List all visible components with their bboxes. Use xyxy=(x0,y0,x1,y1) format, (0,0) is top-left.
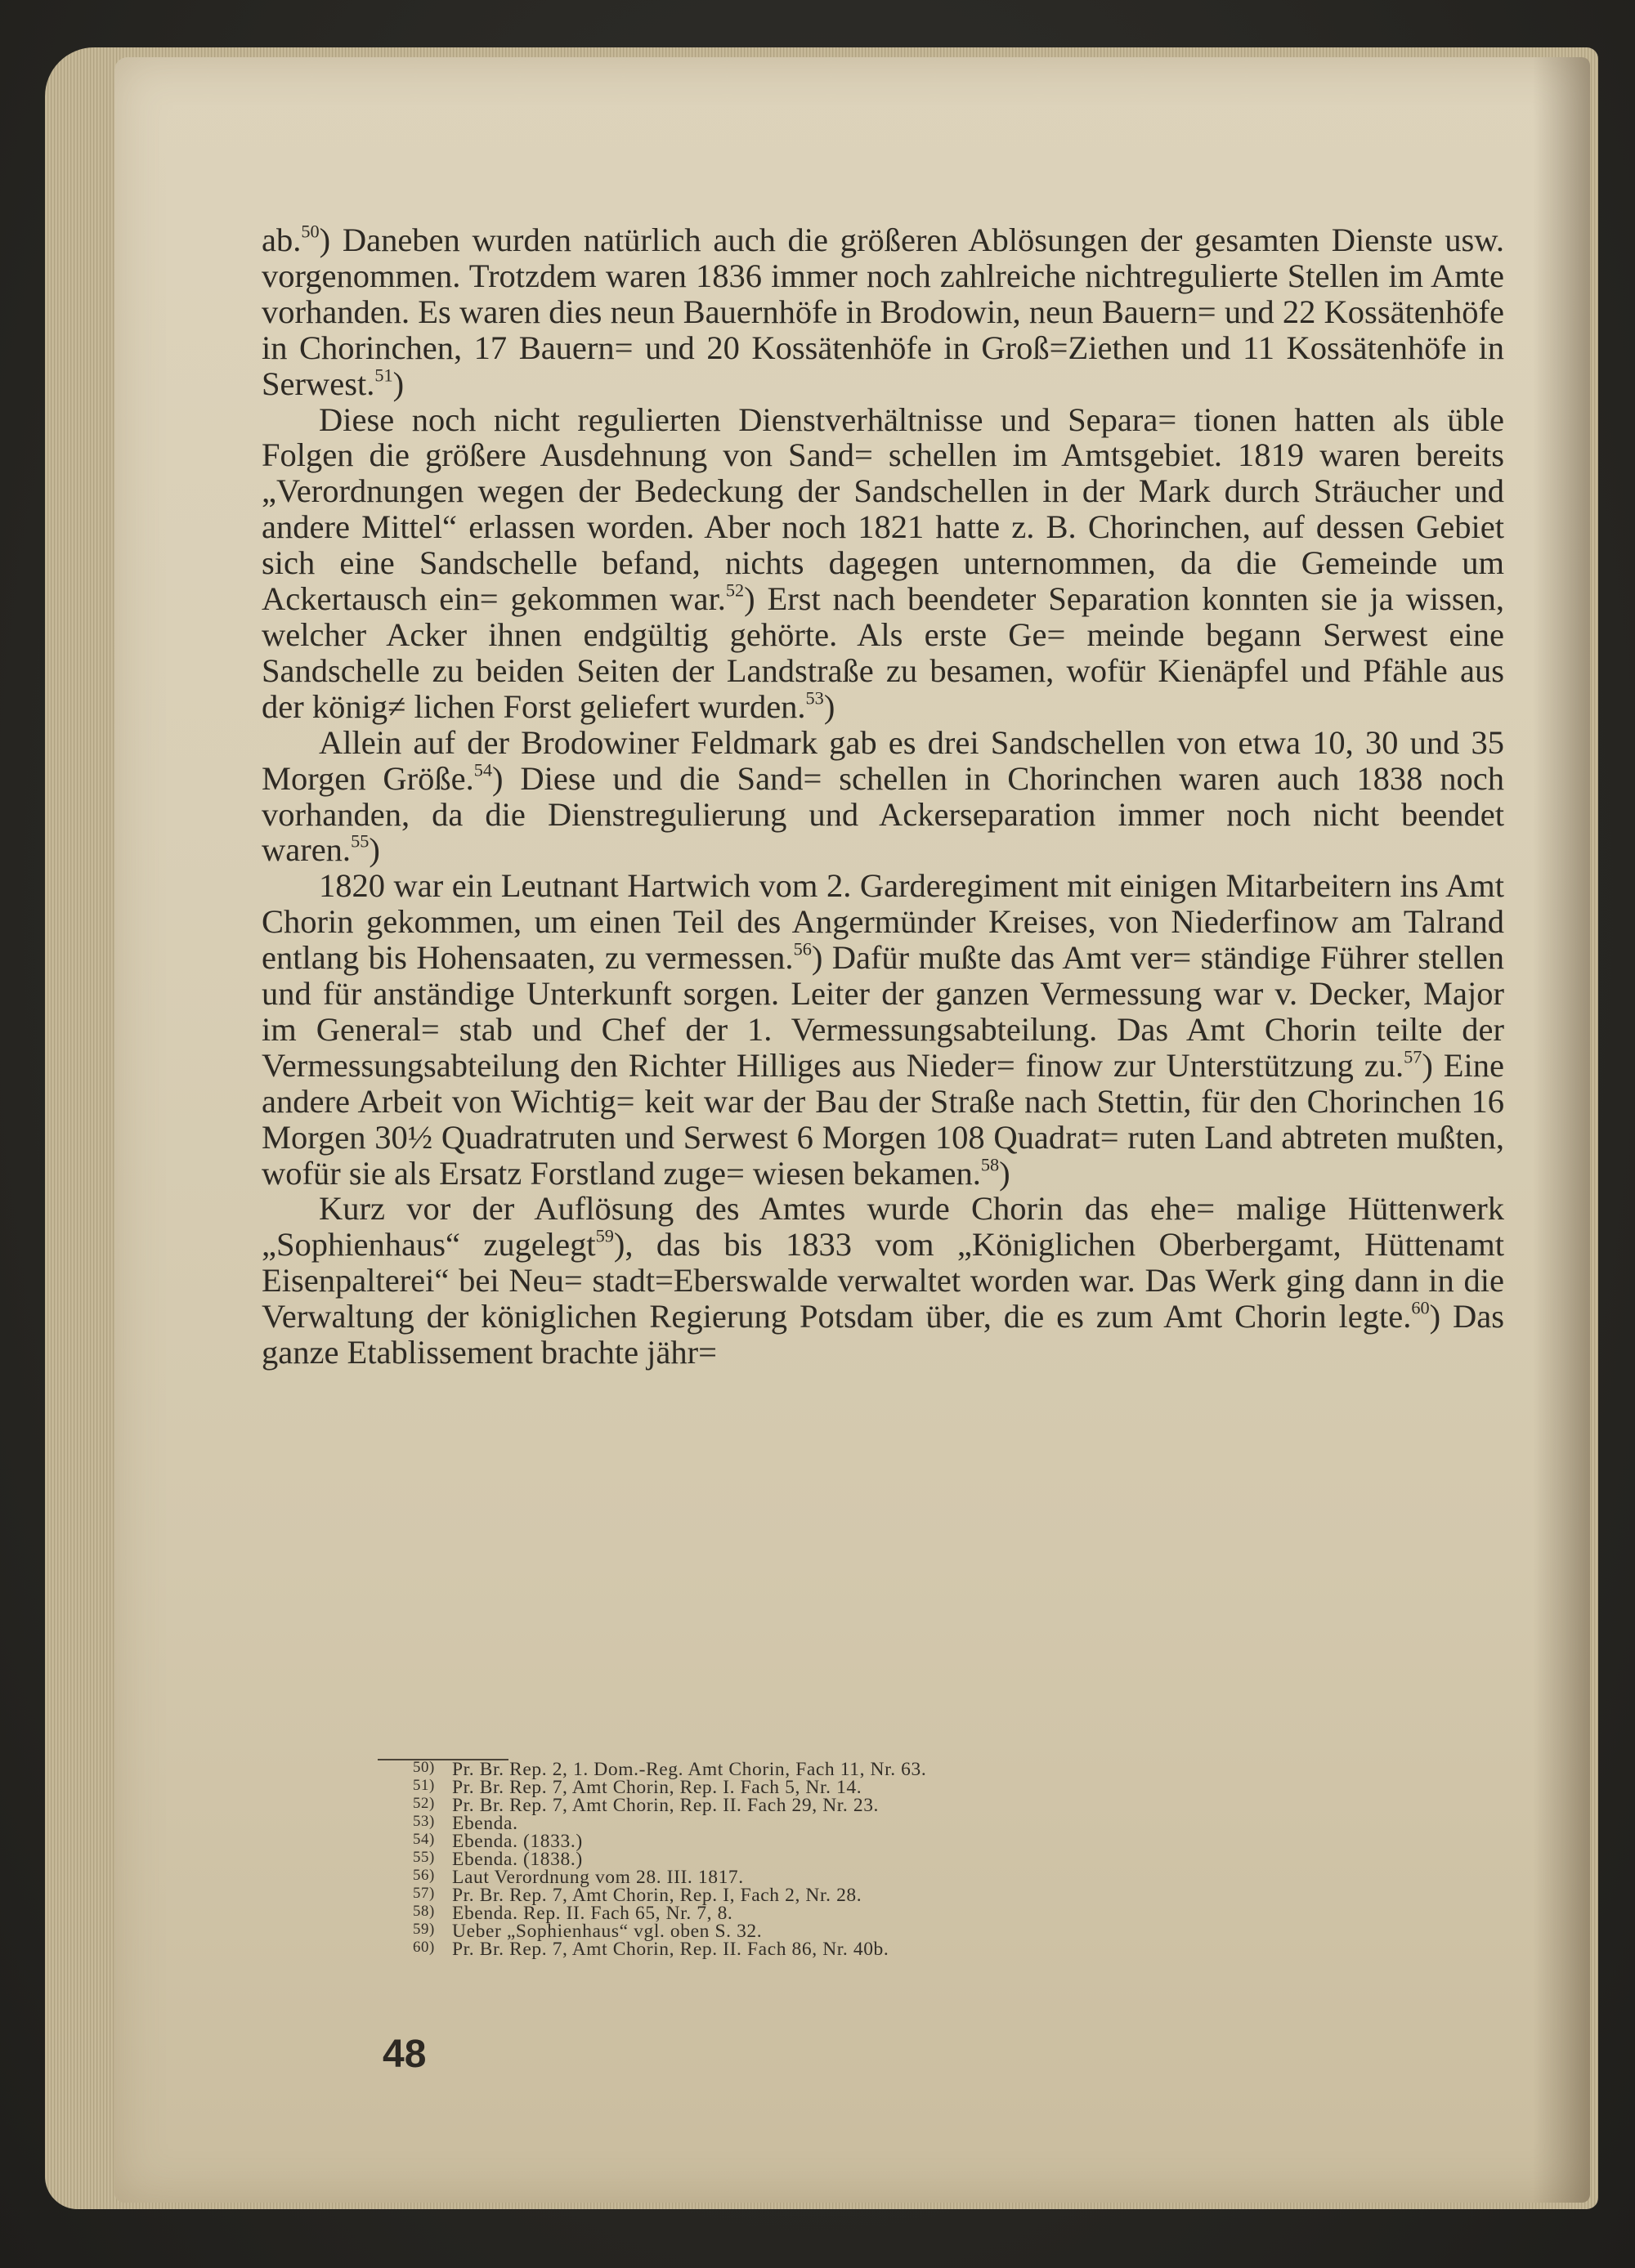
paragraph xyxy=(262,222,1504,402)
footnote-number: 51) xyxy=(413,1777,435,1795)
paragraph xyxy=(262,725,1504,869)
footnote-reference: 60 xyxy=(1411,1297,1430,1318)
footnote-reference: 55 xyxy=(351,830,370,852)
footnote-text: Pr. Br. Rep. 7, Amt Chorin, Rep. II. Fach 29, Nr. 23. xyxy=(452,1794,880,1816)
paragraph-text: ) xyxy=(369,831,380,869)
footnote-reference: 59 xyxy=(595,1225,614,1246)
footnote-reference: 57 xyxy=(1404,1046,1422,1067)
footnote-reference: 54 xyxy=(473,758,492,780)
footnote-number: 53) xyxy=(413,1813,435,1831)
footnote-reference: 51 xyxy=(374,364,393,385)
footnote-reference: 58 xyxy=(980,1153,1000,1174)
body-text xyxy=(262,222,1504,1371)
footnote xyxy=(413,1885,1394,1907)
footnote-number: 57) xyxy=(413,1885,435,1903)
paragraph xyxy=(262,402,1504,725)
footnote-number: 60) xyxy=(413,1939,435,1957)
footnote-text: Ebenda. Rep. II. Fach 65, Nr. 7, 8. xyxy=(452,1903,733,1925)
footnote-number: 58) xyxy=(413,1903,435,1921)
paragraph-text: ab. xyxy=(262,221,302,258)
footnotes xyxy=(413,1758,1394,1961)
footnote-text: Pr. Br. Rep. 2, 1. Dom.-Reg. Amt Chorin, Fach 11, Nr. 63. xyxy=(452,1758,927,1780)
footnote xyxy=(413,1778,1394,1796)
footnote xyxy=(413,1760,1394,1778)
footnote-number: 52) xyxy=(413,1795,435,1813)
footnote-text: Pr. Br. Rep. 7, Amt Chorin, Rep. I. Fach 5, Nr. 14. xyxy=(452,1776,862,1798)
footnote-number: 59) xyxy=(413,1921,435,1939)
footnote-text: Ebenda. xyxy=(452,1812,518,1834)
footnote-text: Ueber „Sophienhaus“ vgl. oben S. 32. xyxy=(452,1921,763,1943)
footnote-number: 55) xyxy=(413,1849,435,1867)
footnote xyxy=(413,1939,1394,1961)
paragraph-text: ) Das ganze Etablissement brachte jähr= xyxy=(262,1298,1504,1371)
footnote-number: 54) xyxy=(413,1831,435,1849)
paragraph-text: ) Diese und die Sand= schellen in Chorinchen waren auch 1838 noch vorhanden, da die Dienstregulierung und Ackerseparation immer noch nicht beendet waren. xyxy=(262,759,1504,869)
footnote xyxy=(413,1814,1394,1832)
paragraph-text: 1820 war ein Leutnant Hartwich vom 2. Garderegiment mit einigen Mitarbeitern ins Amt Chorin gekommen, um einen Teil des Angermünder Kreises, von Niederfinow am Talrand entlang bis Hohensaaten, zu vermessen. xyxy=(262,867,1504,977)
paragraph-text: Diese noch nicht regulierten Dienstverhältnisse und Separa= tionen hatten als üble Folgen die größere Ausdehnung von Sand= schellen im Amtsgebiet. 1819 waren bereits „Verordnungen wegen der Bedeckung der Sandschellen in der Mark durch Sträucher und andere Mittel“ erlassen worden. Aber noch 1821 hatte z. B. Chorinchen, auf dessen Gebiet sich eine Sandschelle befand, nichts dagegen unternommen, da die Gemeinde um Ackertausch ein= gekommen war. xyxy=(262,400,1504,618)
footnote-text: Ebenda. (1833.) xyxy=(452,1830,583,1852)
paragraph-text: ) Daneben wurden natürlich auch die größeren Ablösungen der gesamten Dienste usw. vorgenommen. Trotzdem waren 1836 immer noch zahlreiche nichtregulierte Stellen im Amte vorhanden. Es waren dies neun Bauernhöfe in Brodowin, neun Bauern= und 22 Kossätenhöfe in Chorinchen, 17 Bauern= und 20 Kossätenhöfe in Groß=Ziethen und 11 Kossätenhöfe in Serwest. xyxy=(262,221,1504,402)
footnote-text: Laut Verordnung vom 28. III. 1817. xyxy=(452,1867,744,1889)
page-number: 48 xyxy=(383,2033,427,2076)
footnote xyxy=(413,1796,1394,1814)
paragraph xyxy=(262,1191,1504,1371)
paragraph-text: ) Dafür mußte das Amt ver= ständige Führer stellen und für anständige Unterkunft sorgen. Leiter der ganzen Vermessung war v. Decker, Major im General= stab und Chef der 1. Vermessungsabteilung. Das Amt Chorin teilte der Vermessungsabteilung den Richter Hilliges aus Nieder= finow zur Unterstützung zu. xyxy=(262,939,1504,1084)
paragraph xyxy=(262,868,1504,1191)
paragraph-text: ), das bis 1833 vom „Königlichen Oberbergamt, Hüttenamt Eisenpalterei“ bei Neu= stadt=Eberswalde verwaltet worden war. Das Werk ging dann in die Verwaltung der königlichen Regierung Potsdam über, die es zum Amt Chorin legte. xyxy=(262,1226,1504,1335)
footnote-text: Pr. Br. Rep. 7, Amt Chorin, Rep. I, Fach 2, Nr. 28. xyxy=(452,1885,862,1907)
paragraph-text: ) Eine andere Arbeit von Wichtig= keit war der Bau der Straße nach Stettin, für den Chorinchen 16 Morgen 30½ Quadratruten und Serwest 6 Morgen 108 Quadrat= ruten Land abtreten mußten, wofür sie als Ersatz Forstland zuge= wiesen bekamen. xyxy=(262,1046,1504,1192)
footnote-reference: 50 xyxy=(301,221,320,242)
footnote-text: Ebenda. (1838.) xyxy=(452,1848,583,1870)
paragraph-text: ) Erst nach beendeter Separation konnten sie ja wissen, welcher Acker ihnen endgültig gehörte. Als erste Ge= meinde begann Serwest eine Sandschelle zu beiden Seiten der Landstraße zu besamen, wofür Kienäpfel und Pfähle aus der könig≠ lichen Forst geliefert wurden. xyxy=(262,580,1504,725)
footnote xyxy=(413,1921,1394,1943)
paragraph-text: ) xyxy=(823,687,835,725)
footnote-number: 56) xyxy=(413,1867,435,1885)
footnote-reference: 56 xyxy=(793,938,812,960)
footnote xyxy=(413,1832,1394,1850)
footnote-number: 50) xyxy=(413,1759,435,1776)
footnote-text: Pr. Br. Rep. 7, Amt Chorin, Rep. II. Fach 86, Nr. 40b. xyxy=(452,1939,889,1961)
paragraph-text: Kurz vor der Auflösung des Amtes wurde Chorin das ehe= malige Hüttenwerk „Sophienhaus“ zugelegt xyxy=(262,1190,1504,1264)
footnote xyxy=(413,1903,1394,1925)
footnote xyxy=(413,1850,1394,1868)
spine-shadow xyxy=(1533,57,1590,2203)
footnote-reference: 52 xyxy=(725,579,745,601)
paragraph-text: Allein auf der Brodowiner Feldmark gab es drei Sandschellen von etwa 10, 30 und 35 Morgen Größe. xyxy=(262,723,1504,797)
paragraph-text: ) xyxy=(392,365,405,402)
footnote-reference: 53 xyxy=(805,687,824,709)
footnote xyxy=(413,1867,1394,1889)
paragraph-text: ) xyxy=(999,1154,1010,1192)
